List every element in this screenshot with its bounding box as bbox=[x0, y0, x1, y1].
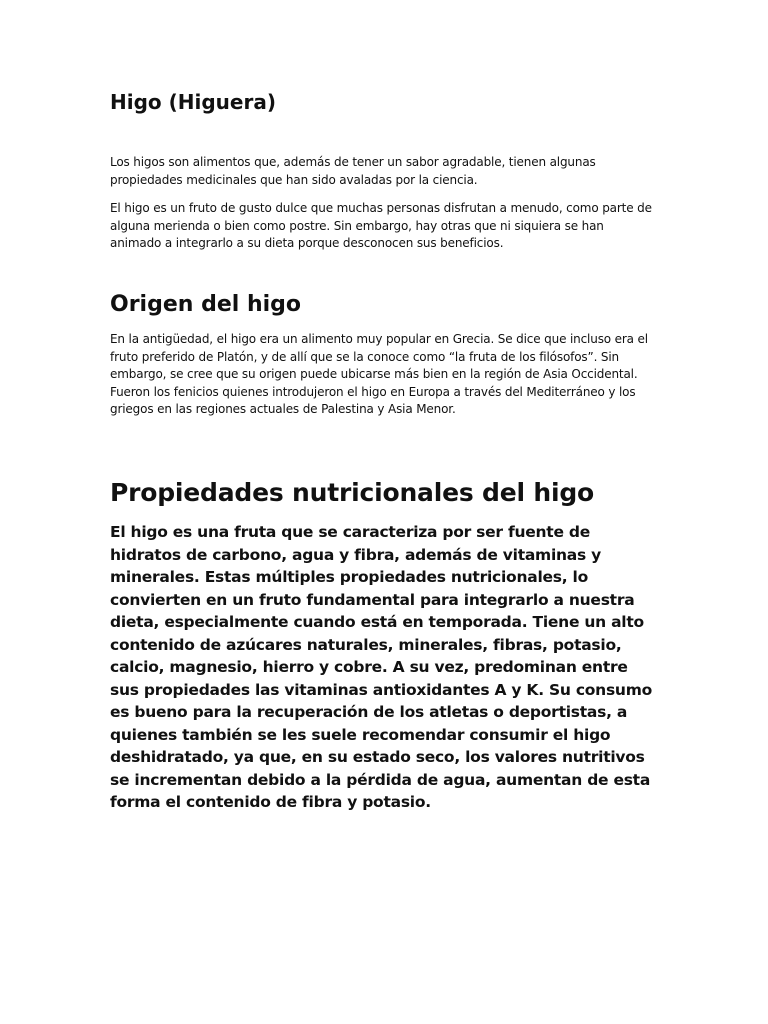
section-heading-propiedades: Propiedades nutricionales del higo bbox=[110, 478, 594, 507]
section-body-propiedades: El higo es una fruta que se caracteriza por ser fuente de hidratos de carbono, agua y fibra, además de vitaminas y minerales. Estas múltiples propiedades nutricionales, lo convierten en un fruto fundamental para integrarlo a nuestra dieta, especialmente cuando está en temporada. Tiene un alto contenido de azúcares naturales, minerales, fibras, potasio, calcio, magnesio, hierro y cobre. A su vez, predominan entre sus propiedades las vitaminas antioxidantes A y K. Su consumo es bueno para la recuperación de los atletas o deportistas, a quienes también se les suele recomendar consumir el higo deshidratado, ya que, en su estado seco, los valores nutritivos se incrementan debido a la pérdida de agua, aumentan de esta forma el contenido de fibra y potasio. bbox=[110, 523, 653, 811]
intro-paragraph: Los higos son alimentos que, además de tener un sabor agradable, tienen algunas propiedades medicinales que han sido avaladas por la ciencia. bbox=[110, 155, 596, 187]
section-heading-origen: Origen del higo bbox=[110, 292, 302, 317]
intro-paragraph: El higo es un fruto de gusto dulce que muchas personas disfrutan a menudo, como parte de alguna merienda o bien como postre. Sin embargo, hay otras que ni siquiera se han animado a integrarlo a su dieta porque desconocen sus beneficios. bbox=[110, 201, 652, 250]
document-title: Higo (Higuera) bbox=[110, 90, 276, 114]
section-body-origen: En la antigüedad, el higo era un alimento muy popular en Grecia. Se dice que incluso era el fruto preferido de Platón, y de allí que se la conoce como “la fruta de los filósofos”. Sin embargo, se cree que su origen puede ubicarse más bien en la región de Asia Occidental. Fueron los fenicios quienes introdujeron el higo en Europa a través del Mediterráneo y los griegos en las regiones actuales de Palestina y Asia Menor. bbox=[110, 332, 648, 416]
